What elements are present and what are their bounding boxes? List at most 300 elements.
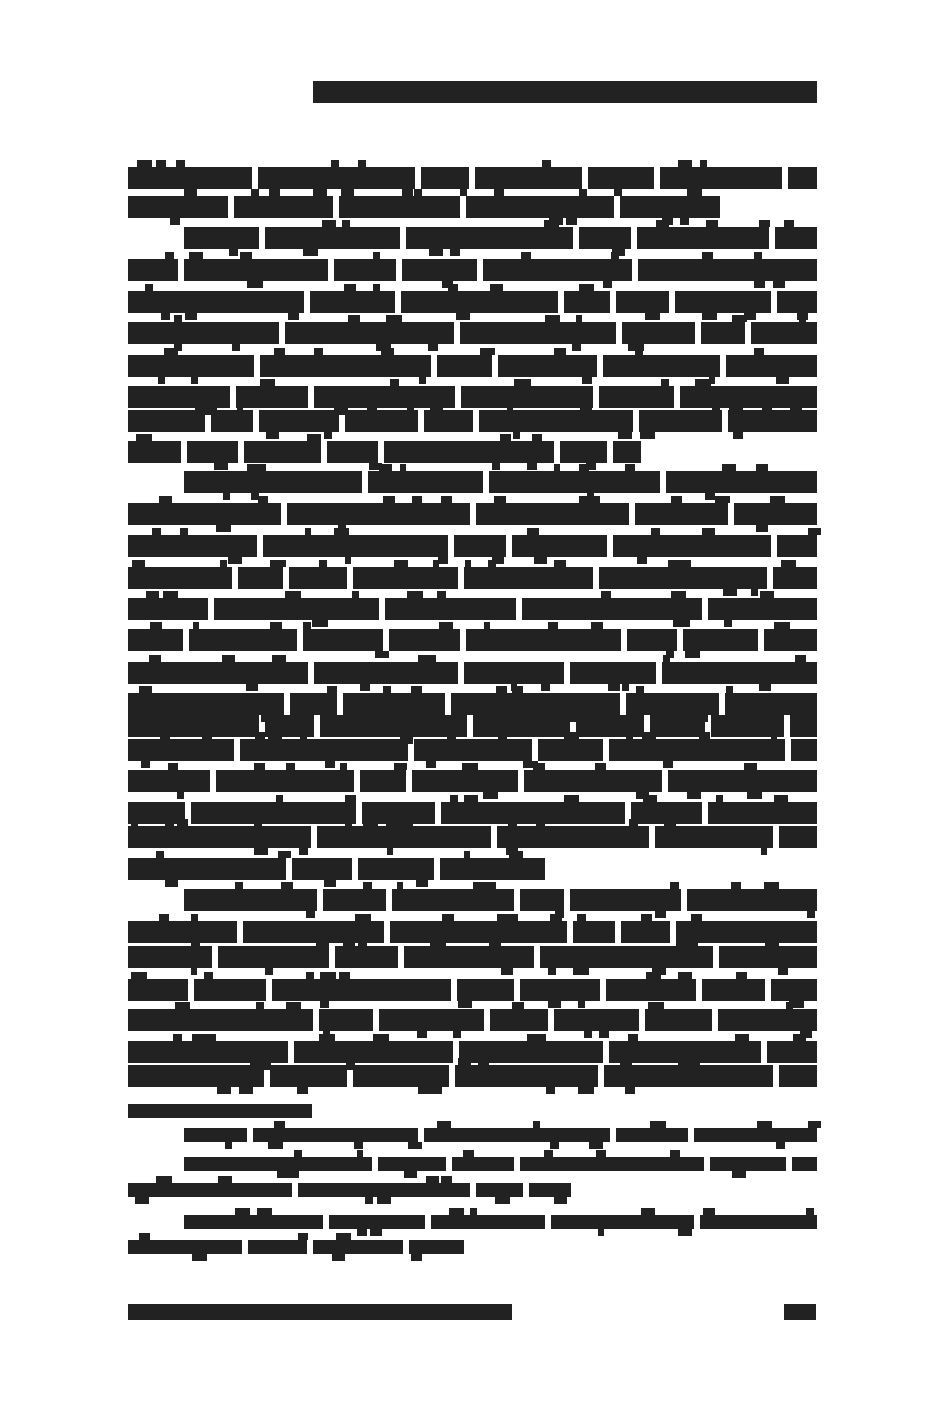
redacted-word <box>128 662 308 684</box>
redacted-glyph <box>505 914 518 921</box>
redacted-glyph <box>784 220 794 227</box>
redacted-word <box>303 629 383 651</box>
redacted-glyph <box>268 1142 283 1149</box>
redacted-word <box>128 826 311 848</box>
redacted-word <box>184 1215 323 1229</box>
redacted-glyph <box>691 914 700 921</box>
redacted-glyph <box>416 880 428 887</box>
redacted-word <box>666 471 817 493</box>
footer-citation <box>128 1304 512 1320</box>
redacted-glyph <box>450 795 458 802</box>
redacted-glyph <box>671 591 686 598</box>
redacted-word <box>285 322 454 344</box>
redacted-word <box>392 889 514 911</box>
redacted-glyph <box>678 160 692 167</box>
redacted-word <box>520 1157 704 1171</box>
redacted-glyph <box>754 348 764 355</box>
redacted-glyph <box>756 525 768 532</box>
redacted-glyph <box>426 1176 439 1183</box>
redacted-glyph <box>246 684 258 691</box>
redacted-word <box>719 946 817 968</box>
redacted-glyph <box>260 379 275 386</box>
redacted-word <box>635 503 728 525</box>
redacted-glyph <box>175 1002 190 1009</box>
redacted-glyph <box>191 377 198 384</box>
redacted-glyph <box>429 249 443 256</box>
redacted-glyph <box>289 1002 301 1009</box>
redacted-glyph <box>676 939 689 946</box>
redacted-glyph <box>534 557 547 564</box>
redacted-glyph <box>394 560 408 567</box>
redacted-glyph <box>548 968 556 975</box>
redacted-glyph <box>299 848 308 855</box>
redacted-word <box>345 410 418 432</box>
redacted-glyph <box>145 284 153 291</box>
redacted-glyph <box>412 496 422 503</box>
redacted-glyph <box>294 1150 302 1157</box>
redacted-glyph <box>806 1208 814 1215</box>
redacted-word <box>292 858 352 880</box>
page-number <box>784 1304 816 1320</box>
redacted-glyph <box>307 434 321 441</box>
redacted-glyph <box>527 528 539 535</box>
redacted-word <box>627 629 677 651</box>
redacted-glyph <box>771 732 777 739</box>
redacted-word <box>128 1183 292 1197</box>
redacted-glyph <box>345 557 351 564</box>
redacted-glyph <box>584 1031 592 1038</box>
redacted-glyph <box>316 939 329 946</box>
redacted-glyph <box>439 622 453 629</box>
redacted-glyph <box>217 1087 231 1094</box>
redacted-word <box>384 441 554 463</box>
redacted-word <box>660 167 782 189</box>
redacted-glyph <box>407 403 414 410</box>
redacted-word <box>497 826 649 848</box>
redacted-word <box>551 1215 694 1229</box>
redacted-glyph <box>192 1254 207 1261</box>
redacted-glyph <box>484 622 490 629</box>
redacted-word <box>479 410 633 432</box>
redacted-glyph <box>185 313 197 320</box>
redacted-glyph <box>383 496 395 503</box>
redacted-glyph <box>542 160 551 167</box>
redacted-word <box>476 503 629 525</box>
redacted-glyph <box>270 622 282 629</box>
redacted-glyph <box>601 591 611 598</box>
redacted-glyph <box>465 560 471 567</box>
redacted-glyph <box>411 1254 422 1261</box>
redacted-word <box>454 535 506 557</box>
redacted-glyph <box>453 1031 461 1038</box>
redacted-glyph <box>663 761 673 768</box>
redacted-glyph <box>496 686 507 693</box>
redacted-word <box>790 715 817 737</box>
redacted-glyph <box>702 528 715 535</box>
redacted-glyph <box>462 763 478 770</box>
redacted-glyph <box>159 914 169 921</box>
redacted-glyph <box>494 496 506 503</box>
redacted-word <box>452 1157 514 1171</box>
redacted-glyph <box>381 348 394 355</box>
redacted-glyph <box>641 914 652 921</box>
redacted-glyph <box>421 655 436 662</box>
redacted-word <box>339 196 460 218</box>
redacted-word <box>638 259 817 281</box>
redacted-glyph <box>687 792 701 799</box>
redacted-glyph <box>390 379 399 386</box>
redacted-word <box>335 946 398 968</box>
redacted-glyph <box>582 377 592 384</box>
redacted-glyph <box>460 189 467 196</box>
redacted-glyph <box>239 1087 253 1094</box>
redacted-glyph <box>298 1233 308 1240</box>
redacted-glyph <box>572 344 581 351</box>
redacted-word <box>609 739 785 761</box>
redacted-glyph <box>428 344 438 351</box>
redacted-glyph <box>731 882 741 889</box>
redacted-word <box>412 770 518 792</box>
redacted-glyph <box>545 315 560 322</box>
redacted-glyph <box>373 284 380 291</box>
redacted-word <box>317 826 491 848</box>
redacted-glyph <box>272 655 286 662</box>
redacted-word <box>650 715 705 737</box>
redacted-word <box>464 567 593 589</box>
redacted-glyph <box>297 1087 308 1094</box>
redacted-glyph <box>158 377 165 384</box>
redacted-word <box>700 1215 817 1229</box>
redacted-glyph <box>377 1197 391 1204</box>
redacted-glyph <box>345 795 356 802</box>
redacted-word <box>791 739 817 761</box>
redacted-glyph <box>637 557 647 564</box>
redacted-glyph <box>614 189 622 196</box>
redacted-word <box>128 739 234 761</box>
redacted-word <box>522 598 702 620</box>
redacted-glyph <box>521 252 531 259</box>
redacted-glyph <box>320 1001 329 1008</box>
redacted-word <box>451 693 620 715</box>
redacted-glyph <box>533 763 545 770</box>
redacted-word <box>570 662 656 684</box>
redacted-word <box>128 441 181 463</box>
redacted-glyph <box>357 1229 367 1236</box>
redacted-glyph <box>150 622 162 629</box>
redacted-glyph <box>678 972 692 979</box>
redacted-glyph <box>270 560 286 567</box>
redacted-glyph <box>322 220 336 227</box>
redacted-glyph <box>508 819 517 826</box>
redacted-word <box>512 535 607 557</box>
redacted-word <box>128 858 286 880</box>
redacted-word <box>128 598 208 620</box>
redacted-glyph <box>640 432 655 439</box>
redacted-word <box>662 662 817 684</box>
redacted-glyph <box>442 914 454 921</box>
redacted-glyph <box>564 732 579 739</box>
redacted-word <box>128 629 183 651</box>
redacted-word <box>353 1065 449 1087</box>
redacted-glyph <box>608 684 620 691</box>
redacted-word <box>702 979 765 1001</box>
redacted-glyph <box>456 313 470 320</box>
redacted-glyph <box>544 1150 553 1157</box>
redacted-glyph <box>393 708 400 715</box>
redacted-word <box>603 355 720 377</box>
redacted-word <box>775 227 817 249</box>
redacted-word <box>272 979 451 1001</box>
redacted-glyph <box>438 557 448 564</box>
redacted-glyph <box>759 220 770 227</box>
redacted-glyph <box>286 763 295 770</box>
redacted-glyph <box>363 882 372 889</box>
redacted-glyph <box>441 1176 452 1183</box>
redacted-word <box>128 715 259 737</box>
redacted-word <box>128 196 228 218</box>
redacted-word <box>358 858 434 880</box>
redacted-glyph <box>618 432 632 439</box>
redacted-glyph <box>501 968 513 975</box>
redacted-glyph <box>257 1208 267 1215</box>
redacted-word <box>475 167 582 189</box>
redacted-word <box>389 629 460 651</box>
redacted-word <box>128 535 257 557</box>
redacted-glyph <box>216 525 231 532</box>
redacted-glyph <box>629 819 638 826</box>
redacted-glyph <box>357 1150 363 1157</box>
redacted-word <box>694 1128 817 1142</box>
redacted-word <box>187 441 238 463</box>
redacted-glyph <box>247 464 258 471</box>
redacted-glyph <box>573 968 589 975</box>
redacted-word <box>599 386 674 408</box>
redacted-word <box>498 355 597 377</box>
redacted-glyph <box>159 496 172 503</box>
redacted-word <box>788 167 817 189</box>
redacted-word <box>573 921 615 943</box>
redacted-glyph <box>770 496 785 503</box>
redacted-glyph <box>139 708 153 715</box>
redacted-glyph <box>131 972 147 979</box>
redacted-glyph <box>291 1171 299 1178</box>
redacted-glyph <box>507 403 513 410</box>
redacted-word <box>708 802 817 824</box>
redacted-glyph <box>258 496 268 503</box>
redacted-word <box>238 567 283 589</box>
redacted-glyph <box>225 1142 232 1149</box>
redacted-glyph <box>578 1087 594 1094</box>
redacted-glyph <box>344 284 356 291</box>
redacted-word <box>680 386 817 408</box>
redacted-word <box>490 1009 548 1031</box>
redacted-glyph <box>541 684 550 691</box>
redacted-glyph <box>773 281 785 288</box>
redacted-glyph <box>254 763 265 770</box>
redacted-glyph <box>247 281 263 288</box>
redacted-word <box>184 1128 247 1142</box>
redacted-glyph <box>527 1034 542 1041</box>
redacted-glyph <box>254 848 268 855</box>
redacted-word <box>128 1041 288 1063</box>
redacted-glyph <box>305 528 311 535</box>
redacted-word <box>128 503 281 525</box>
redacted-word <box>637 227 769 249</box>
redacted-glyph <box>274 348 285 355</box>
redacted-glyph <box>195 403 201 410</box>
redacted-glyph <box>324 880 336 887</box>
redacted-word <box>378 1157 446 1171</box>
redacted-glyph <box>625 1087 635 1094</box>
redacted-glyph <box>306 972 314 979</box>
redacted-glyph <box>464 851 470 858</box>
redacted-glyph <box>160 732 170 739</box>
redacted-word <box>128 921 237 943</box>
redacted-glyph <box>489 939 501 946</box>
redacted-word <box>764 629 817 651</box>
redacted-glyph <box>204 972 213 979</box>
redacted-glyph <box>726 686 733 693</box>
redacted-word <box>687 889 817 911</box>
redacted-word <box>473 715 570 737</box>
redacted-glyph <box>379 464 392 471</box>
redacted-word <box>489 471 660 493</box>
redacted-glyph <box>373 252 380 259</box>
redacted-glyph <box>146 591 159 598</box>
redacted-glyph <box>265 968 273 975</box>
redacted-glyph <box>192 1034 207 1041</box>
redacted-glyph <box>354 1142 363 1149</box>
redacted-glyph <box>191 914 198 921</box>
redacted-glyph <box>163 591 178 598</box>
running-header <box>313 81 817 103</box>
redacted-glyph <box>757 1121 772 1128</box>
redacted-word <box>329 1215 425 1229</box>
redacted-glyph <box>786 1002 793 1009</box>
redacted-glyph <box>564 795 579 802</box>
redacted-word <box>728 410 817 432</box>
redacted-glyph <box>494 189 504 196</box>
redacted-word <box>639 410 722 432</box>
redacted-glyph <box>759 684 771 691</box>
redacted-glyph <box>314 348 323 355</box>
redacted-glyph <box>596 1150 603 1157</box>
redacted-word <box>779 1065 817 1087</box>
redacted-glyph <box>591 622 603 629</box>
redacted-word <box>368 471 483 493</box>
redacted-glyph <box>595 763 606 770</box>
redacted-glyph <box>685 651 700 658</box>
redacted-glyph <box>635 348 643 355</box>
redacted-glyph <box>157 1176 167 1183</box>
redacted-word <box>327 441 378 463</box>
redacted-word <box>234 196 333 218</box>
redacted-word <box>579 227 631 249</box>
redacted-glyph <box>599 1031 609 1038</box>
redacted-glyph <box>670 1150 680 1157</box>
redacted-glyph <box>799 315 806 322</box>
redacted-word <box>259 410 339 432</box>
redacted-glyph <box>509 851 523 858</box>
redacted-glyph <box>687 1058 700 1065</box>
redacted-glyph <box>655 911 666 918</box>
redacted-glyph <box>764 882 779 889</box>
redacted-word <box>323 889 386 911</box>
redacted-glyph <box>136 434 152 441</box>
redacted-glyph <box>312 620 328 627</box>
redacted-word <box>128 259 178 281</box>
redacted-word <box>310 291 395 313</box>
redacted-glyph <box>430 403 443 410</box>
redacted-glyph <box>735 1034 749 1041</box>
redacted-glyph <box>448 284 458 291</box>
redacted-glyph <box>500 434 511 441</box>
redacted-glyph <box>671 496 682 503</box>
redacted-glyph <box>396 819 407 826</box>
redacted-word <box>440 858 545 880</box>
redacted-glyph <box>355 914 371 921</box>
redacted-glyph <box>340 763 347 770</box>
redacted-word <box>701 322 745 344</box>
redacted-glyph <box>433 560 439 567</box>
redacted-word <box>771 979 817 1001</box>
redacted-glyph <box>397 882 403 889</box>
redacted-glyph <box>579 284 594 291</box>
redacted-glyph <box>761 848 767 855</box>
redacted-glyph <box>807 911 815 918</box>
redacted-glyph <box>360 684 370 691</box>
redacted-glyph <box>281 882 293 889</box>
redacted-glyph <box>554 348 566 355</box>
redacted-glyph <box>135 1197 149 1204</box>
redacted-word <box>390 921 567 943</box>
redacted-word <box>294 1041 453 1063</box>
redacted-word <box>409 1240 464 1254</box>
redacted-glyph <box>495 1197 510 1204</box>
redacted-glyph <box>646 972 661 979</box>
redacted-word <box>459 1041 603 1063</box>
redacted-word <box>263 535 448 557</box>
redacted-glyph <box>554 560 566 567</box>
redacted-word <box>424 1128 610 1142</box>
redacted-glyph <box>732 1171 746 1178</box>
redacted-word <box>421 167 469 189</box>
redacted-word <box>457 979 514 1001</box>
redacted-glyph <box>554 1197 567 1204</box>
redacted-word <box>313 1240 403 1254</box>
redacted-glyph <box>428 1087 442 1094</box>
footnote-separator <box>128 1104 312 1118</box>
redacted-glyph <box>228 557 242 564</box>
redacted-glyph <box>232 344 240 351</box>
redacted-word <box>128 322 279 344</box>
redacted-glyph <box>387 848 393 855</box>
redacted-word <box>184 227 259 249</box>
redacted-glyph <box>550 914 562 921</box>
redacted-glyph <box>774 622 790 629</box>
redacted-glyph <box>441 496 452 503</box>
redacted-glyph <box>131 819 138 826</box>
redacted-word <box>767 1041 817 1063</box>
redacted-word <box>616 291 669 313</box>
redacted-glyph <box>751 589 758 596</box>
redacted-word <box>431 1215 545 1229</box>
redacted-glyph <box>237 403 243 410</box>
redacted-word <box>128 770 210 792</box>
redacted-glyph <box>332 1254 345 1261</box>
redacted-word <box>668 770 817 792</box>
redacted-glyph <box>365 1197 373 1204</box>
